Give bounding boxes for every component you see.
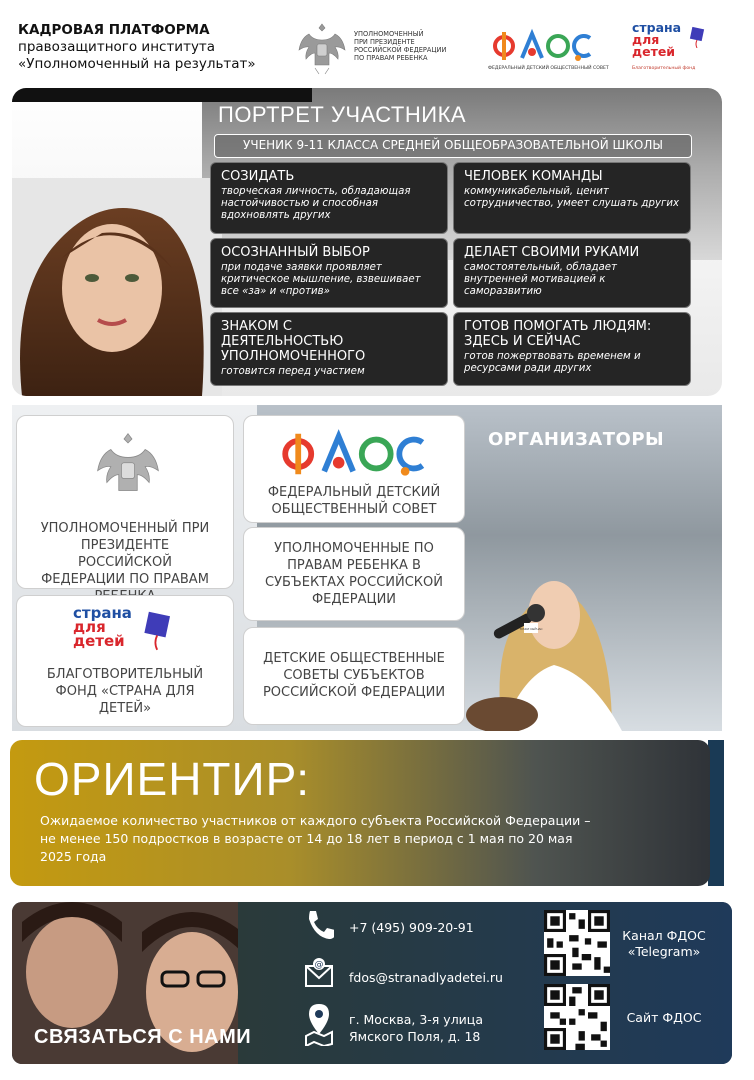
coat-of-arms-icon xyxy=(95,428,161,508)
ombudsman-logo-text xyxy=(354,30,446,62)
organizer-name: БЛАГОТВОРИТЕЛЬНЫЙ ФОНД «СТРАНА ДЛЯ ДЕТЕЙ» xyxy=(46,667,204,716)
organizer-card-strana-dlya-detei xyxy=(16,595,234,727)
coat-of-arms-icon xyxy=(297,18,347,78)
phone-icon xyxy=(304,908,334,940)
platform-title xyxy=(18,22,256,73)
trait-description: коммуникабельный, ценит сотрудничество, умеет слушать других xyxy=(464,186,679,209)
contact-us-heading: СВЯЗАТЬСЯ С НАМИ xyxy=(34,1026,252,1048)
website-qr-code[interactable] xyxy=(544,984,610,1050)
trait-title: СОЗИДАТЬ xyxy=(221,169,295,184)
telegram-qr-code[interactable] xyxy=(544,910,610,976)
strana-word: детей xyxy=(632,44,676,59)
kite-icon xyxy=(688,26,708,48)
participant-portrait-section xyxy=(12,88,722,396)
organizer-name: УПОЛНОМОЧЕННЫЙ ПРИ ПРЕЗИДЕНТЕ РОССИЙСКОЙ ФЕДЕРАЦИИ ПО ПРАВАМ xyxy=(40,521,210,587)
ombudsman-line: ПО ПРАВАМ РЕБЕНКА xyxy=(354,54,428,62)
email-icon xyxy=(304,956,334,988)
address-line1: г. Москва, 3-я улица xyxy=(349,1012,483,1027)
portrait-top-bar xyxy=(12,88,312,102)
trait-card xyxy=(453,238,691,308)
ombudsman-line: УПОЛНОМОЧЕННЫЙ xyxy=(354,30,424,38)
trait-title: ОСОЗНАННЫЙ ВЫБОР xyxy=(221,245,370,260)
trait-description: при подаче заявки проявляет критическое мышление, взвешивает все «за» и «против» xyxy=(221,262,421,297)
trait-title: ЧЕЛОВЕК КОМАНДЫ xyxy=(464,169,603,184)
orientir-body: Ожидаемое количество участников от каждого субъекта Российской Федерации – не менее 150 подростков в возрасте от 14 до 18 лет в период с 1 мая по 20 мая 2025 года xyxy=(40,813,591,864)
email-address[interactable]: fdos@stranadlyadetei.ru xyxy=(349,970,503,985)
fdos-caption: ФЕДЕРАЛЬНЫЙ ДЕТСКИЙ ОБЩЕСТВЕННЫЙ СОВЕТ xyxy=(488,66,609,71)
organizers-section xyxy=(12,405,722,731)
trait-description: готов пожертвовать временем и ресурсами ради других xyxy=(464,351,641,374)
fdos-logo xyxy=(278,428,434,480)
strana-word: для xyxy=(73,618,106,636)
header xyxy=(0,0,754,88)
trait-description: самостоятельный, обладает внутренней мотивацией к саморазвитию xyxy=(464,262,617,297)
strana-dlya-detei-logo xyxy=(73,606,132,648)
organizers-title: ОРГАНИЗАТОРЫ xyxy=(488,429,665,450)
phone-number[interactable]: +7 (495) 909-20-91 xyxy=(349,920,474,935)
contacts-section xyxy=(12,902,732,1064)
mic-flag-text: ТОЧКИ СЕЙЧАС xyxy=(519,627,543,631)
trait-title: ЗНАКОМ С ДЕЯТЕЛЬНОСТЬЮ УПОЛНОМОЧЕННОГО xyxy=(221,319,366,364)
trait-title: ДЕЛАЕТ СВОИМИ РУКАМИ xyxy=(464,245,640,260)
portrait-title: ПОРТРЕТ УЧАСТНИКА xyxy=(218,102,467,127)
trait-card xyxy=(210,162,448,234)
platform-title-line1: КАДРОВАЯ ПЛАТФОРМА xyxy=(18,22,210,38)
speaker-photo xyxy=(462,535,642,731)
strana-word: страна xyxy=(73,604,132,622)
ombudsman-line: РОССИЙСКОЙ ФЕДЕРАЦИИ xyxy=(354,46,447,54)
orientir-section xyxy=(10,740,710,886)
platform-title-line2: правозащитного института xyxy=(18,39,216,55)
strana-word: детей xyxy=(73,632,125,650)
strana-word: страна xyxy=(632,20,682,35)
organizer-card-ombudsman xyxy=(16,415,234,589)
trait-title: ГОТОВ ПОМОГАТЬ ЛЮДЯМ: ЗДЕСЬ И СЕЙЧАС xyxy=(464,319,652,349)
organizer-card-regional-ombudsmen xyxy=(243,527,465,621)
trait-description: готовится перед участием xyxy=(221,366,365,377)
trait-card xyxy=(210,238,448,308)
student-requirement: УЧЕНИК 9-11 КЛАССА СРЕДНЕЙ ОБЩЕОБРАЗОВАТЕЛЬНОЙ ШКОЛЫ xyxy=(214,134,692,158)
fdos-logo xyxy=(492,28,596,64)
telegram-qr-label: Канал ФДОС «Telegram» xyxy=(622,928,706,959)
svg-text:@: @ xyxy=(314,960,324,970)
trait-card xyxy=(210,312,448,386)
ombudsman-line: ПРИ ПРЕЗИДЕНТЕ xyxy=(354,38,415,46)
orientir-heading: ОРИЕНТИР: xyxy=(34,753,311,805)
map-pin-icon xyxy=(304,1002,334,1046)
kite-icon xyxy=(141,608,177,652)
strana-caption: Благотворительный фонд xyxy=(632,66,696,71)
trait-card xyxy=(453,162,691,234)
organizer-name: УПОЛНОМОЧЕННЫЕ ПО ПРАВАМ РЕБЕНКА В СУБЪЕКТАХ РОССИЙСКОЙ ФЕДЕРАЦИИ xyxy=(265,541,443,607)
organizer-card-fdos xyxy=(243,415,465,523)
organizer-card-childrens-councils xyxy=(243,627,465,725)
organizer-name: ДЕТСКИЕ ОБЩЕСТВЕННЫЕ СОВЕТЫ СУБЪЕКТОВ РОССИЙСКОЙ ФЕДЕРАЦИИ xyxy=(262,651,446,700)
platform-title-line3: «Уполномоченный на результат» xyxy=(18,56,256,72)
strana-word: для xyxy=(632,32,660,47)
address-line2: Ямского Поля, д. 18 xyxy=(349,1029,481,1044)
website-qr-label: Сайт ФДОС xyxy=(626,1010,702,1025)
organizer-name: ФЕДЕРАЛЬНЫЙ ДЕТСКИЙ ОБЩЕСТВЕННЫЙ СОВЕТ xyxy=(267,485,441,517)
participant-photo xyxy=(12,178,222,396)
orientir-edge xyxy=(708,740,724,886)
trait-card xyxy=(453,312,691,386)
trait-description: творческая личность, обладающая настойчивостью и способная вдохновлять других xyxy=(221,186,411,221)
address[interactable] xyxy=(349,1011,483,1045)
